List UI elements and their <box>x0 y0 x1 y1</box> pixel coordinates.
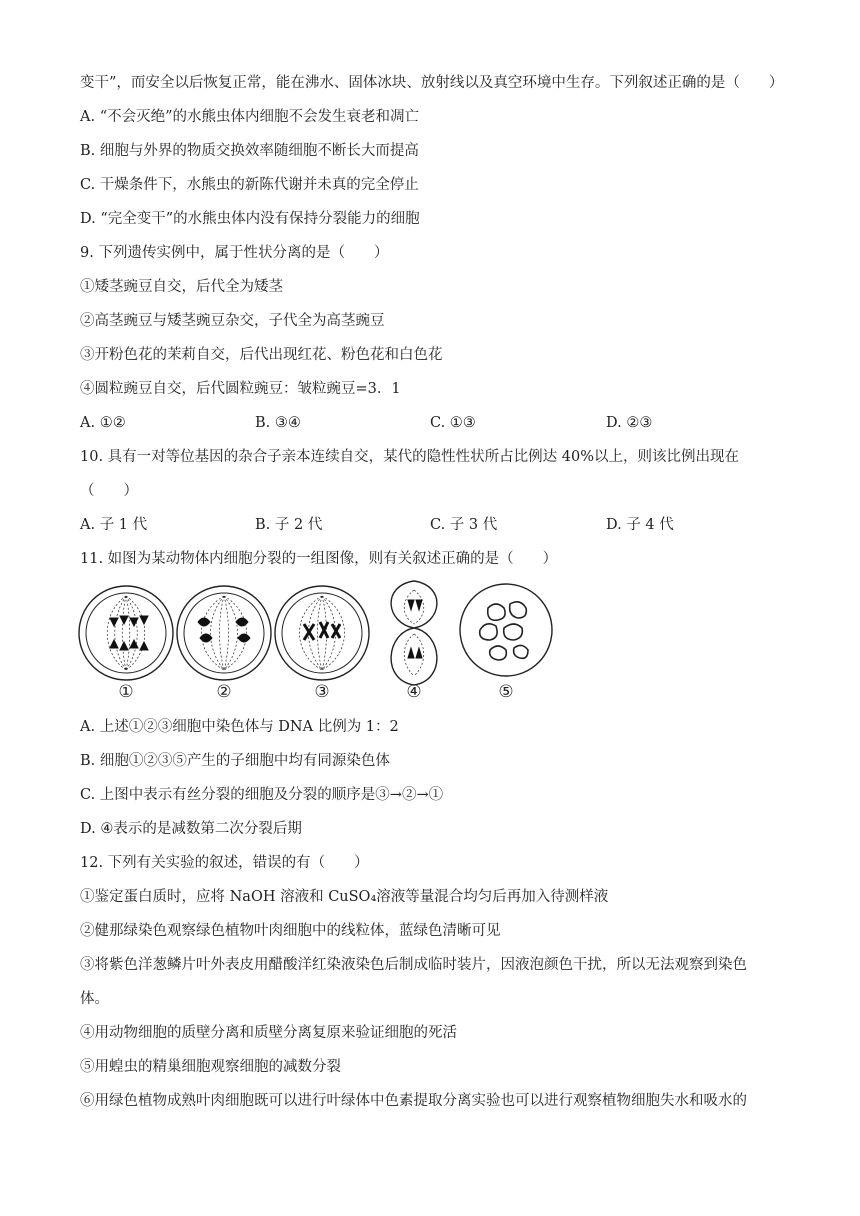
q10-option-a: A. 子 1 代 <box>80 517 148 533</box>
q11-option-a: A. 上述①②③细胞中染色体与 DNA 比例为 1：2 <box>80 719 399 735</box>
q9-option-b: B. ③④ <box>255 415 301 431</box>
cell-5-drawing <box>460 584 552 676</box>
q9-stem: 9. 下列遗传实例中，属于性状分离的是（ ） <box>80 245 389 261</box>
figure-label-2: ② <box>216 682 232 702</box>
figure-label-5: ⑤ <box>498 682 514 702</box>
q10-stem: 10. 具有一对等位基因的杂合子亲本连续自交，某代的隐性性状所占比例达 40%以上，则该比例出现在 <box>80 449 740 465</box>
q9-item-4: ④圆粒豌豆自交，后代圆粒豌豆：皱粒豌豆=3．1 <box>80 381 401 397</box>
q8-option-a: A. “不会灭绝”的水熊虫体内细胞不会发生衰老和凋亡 <box>80 109 420 125</box>
q9-item-2: ②高茎豌豆与矮茎豌豆杂交，子代全为高茎豌豆 <box>80 313 385 329</box>
cell-4-drawing <box>391 581 437 685</box>
q9-item-3: ③开粉色花的茉莉自交，后代出现红花、粉色花和白色花 <box>80 347 443 363</box>
cell-1-drawing <box>79 586 173 680</box>
q12-item-5: ⑤用蝗虫的精巢细胞观察细胞的减数分裂 <box>80 1059 341 1075</box>
q12-stem: 12. 下列有关实验的叙述，错误的有（ ） <box>80 855 369 871</box>
q10-stem-cont: （ ） <box>80 483 138 499</box>
q12-item-2: ②健那绿染色观察绿色植物叶肉细胞中的线粒体，蓝绿色清晰可见 <box>80 923 501 939</box>
q11-option-c: C. 上图中表示有丝分裂的细胞及分裂的顺序是③→②→① <box>80 787 444 803</box>
q12-item-4: ④用动物细胞的质壁分离和质壁分离复原来验证细胞的死活 <box>80 1025 457 1041</box>
cell-2-drawing <box>177 586 271 680</box>
figure-label-4: ④ <box>406 682 422 702</box>
q12-item-3: ③将紫色洋葱鳞片叶外表皮用醋酸洋红染液染色后制成临时装片，因液泡颜色干扰，所以无法观察到染色 <box>80 957 747 973</box>
q12-item-3-cont: 体。 <box>80 991 109 1007</box>
q10-option-d: D. 子 4 代 <box>606 517 674 533</box>
q9-option-d: D. ②③ <box>606 415 653 431</box>
q11-stem: 11. 如图为某动物体内细胞分裂的一组图像，则有关叙述正确的是（ ） <box>80 551 558 567</box>
q12-item-6: ⑥用绿色植物成熟叶肉细胞既可以进行叶绿体中色素提取分离实验也可以进行观察植物细胞失水和吸水的 <box>80 1093 747 1109</box>
q9-option-c: C. ①③ <box>430 415 476 431</box>
q11-option-d: D. ④表示的是减数第二次分裂后期 <box>80 821 302 837</box>
q9-option-a: A. ①② <box>80 415 126 431</box>
q8-option-b: B. 细胞与外界的物质交换效率随细胞不断长大而提高 <box>80 143 419 159</box>
q8-option-c: C. 干燥条件下，水熊虫的新陈代谢并未真的完全停止 <box>80 177 419 193</box>
q9-item-1: ①矮茎豌豆自交，后代全为矮茎 <box>80 279 283 295</box>
q10-option-c: C. 子 3 代 <box>430 517 498 533</box>
q8-stem-line: 变干”，而安全以后恢复正常，能在沸水、固体冰块、放射线以及真空环境中生存。下列叙述正确的是（ ） <box>80 75 784 91</box>
q10-option-b: B. 子 2 代 <box>255 517 323 533</box>
q12-item-1: ①鉴定蛋白质时，应将 NaOH 溶液和 CuSO₄溶液等量混合均匀后再加入待测样液 <box>80 889 609 905</box>
q8-option-d: D. “完全变干”的水熊虫体内没有保持分裂能力的细胞 <box>80 211 420 227</box>
figure-label-1: ① <box>118 682 134 702</box>
q11-option-b: B. 细胞①②③⑤产生的子细胞中均有同源染色体 <box>80 753 390 769</box>
figure-label-3: ③ <box>314 682 330 702</box>
